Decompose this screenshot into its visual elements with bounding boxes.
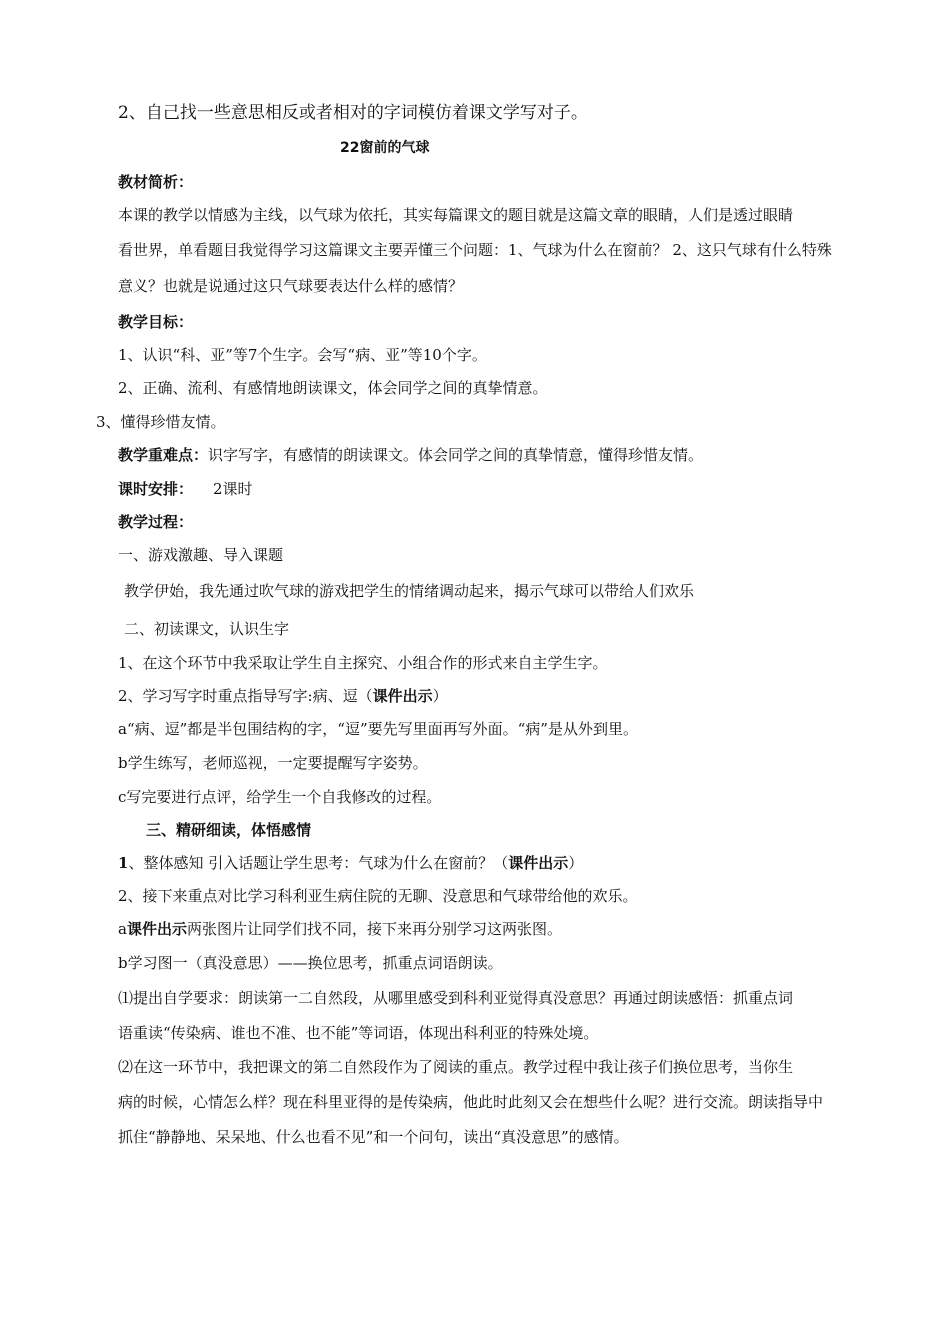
section-1-title: 一、游戏激趣、导入课题 [118,546,284,564]
section-2-item-b: b学生练写，老师巡视，一定要提醒写字姿势。 [118,754,428,772]
section-2-title: 二、初读课文，认识生字 [124,620,290,638]
heading-teaching-goals: 教学目标： [118,313,194,331]
goal-3: 3、懂得珍惜友情。 [96,413,226,431]
assignment-item-2: 2、自己找一些意思相反或者相对的字词模仿着课文学写对子。 [118,103,588,123]
heading-material-analysis: 教材简析： [118,173,194,191]
courseware-display-label: 课件出示 [372,687,433,705]
section-3-item-a: a课件出示两张图片让同学们找不同，接下来再分别学习这两张图。 [118,920,562,938]
schedule-value: 2课时 [213,480,253,498]
section-2-item-c: c写完要进行点评，给学生一个自我修改的过程。 [118,788,442,806]
section-3-item-1: 1、整体感知 引入话题让学生思考：气球为什么在窗前？（课件出示） [118,854,584,872]
analysis-line-3: 意义？也就是说通过这只气球要表达什么样的感情？ [118,277,464,295]
section-3-item-b: b学习图一（真没意思）——换位思考，抓重点词语朗读。 [118,954,503,972]
key-difficulties-line [118,445,703,465]
goal-1: 1、认识“科、亚”等7个生字。会写“病、亚”等10个字。 [118,346,487,364]
heading-key-difficulties: 教学重难点： [118,446,209,464]
step-2-line-2: 病的时候，心情怎么样？现在科里亚得的是传染病，他此时此刻又会在想些什么呢？进行交流。朗读指导中 [118,1093,824,1111]
section-2-item-a: a“病、逗”都是半包围结构的字，“逗”要先写里面再写外面。“病”是从外到里。 [118,720,638,738]
analysis-line-2: 看世界，单看题目我觉得学习这篇课文主要弄懂三个问题：1、气球为什么在窗前？ 2、这只气球有什么特殊 [118,241,832,259]
heading-schedule: 课时安排： [118,480,194,498]
courseware-display-label: 课件出示 [126,920,187,938]
lesson-title: 22窗前的气球 [340,140,430,156]
section-2-item-1: 1、在这个环节中我采取让学生自主探究、小组合作的形式来自主学生字。 [118,654,608,672]
section-1-text: 教学伊始，我先通过吹气球的游戏把学生的情绪调动起来，揭示气球可以带给人们欢乐 [124,582,695,600]
section-3-title: 三、精研细读，体悟感情 [146,821,312,839]
step-1-line-1: ⑴提出自学要求：朗读第一二自然段，从哪里感受到科利亚觉得真没意思？再通过朗读感悟：抓重点词 [118,989,794,1007]
section-3-item-2: 2、接下来重点对比学习科利亚生病住院的无聊、没意思和气球带给他的欢乐。 [118,887,638,905]
courseware-display-label: 课件出示 [508,854,569,872]
step-1-line-2: 语重读“传染病、谁也不准、也不能”等词语，体现出科利亚的特殊处境。 [118,1024,599,1042]
key-difficulties-text: 识字写字，有感情的朗读课文。体会同学之间的真挚情意，懂得珍惜友情。 [208,446,704,464]
goal-2: 2、正确、流利、有感情地朗读课文，体会同学之间的真挚情意。 [118,379,548,397]
section-2-item-2: 2、学习写字时重点指导写字:病、逗（课件出示） [118,687,448,705]
heading-teaching-process: 教学过程： [118,513,194,531]
analysis-line-1: 本课的教学以情感为主线，以气球为依托，其实每篇课文的题目就是这篇文章的眼睛，人们是透过眼睛 [118,206,794,224]
schedule-line [118,479,253,499]
step-2-line-3: 抓住“静静地、呆呆地、什么也看不见”和一个问句，读出“真没意思”的感情。 [118,1128,629,1146]
step-2-line-1: ⑵在这一环节中，我把课文的第二自然段作为了阅读的重点。教学过程中我让孩子们换位思考，当你生 [118,1058,794,1076]
